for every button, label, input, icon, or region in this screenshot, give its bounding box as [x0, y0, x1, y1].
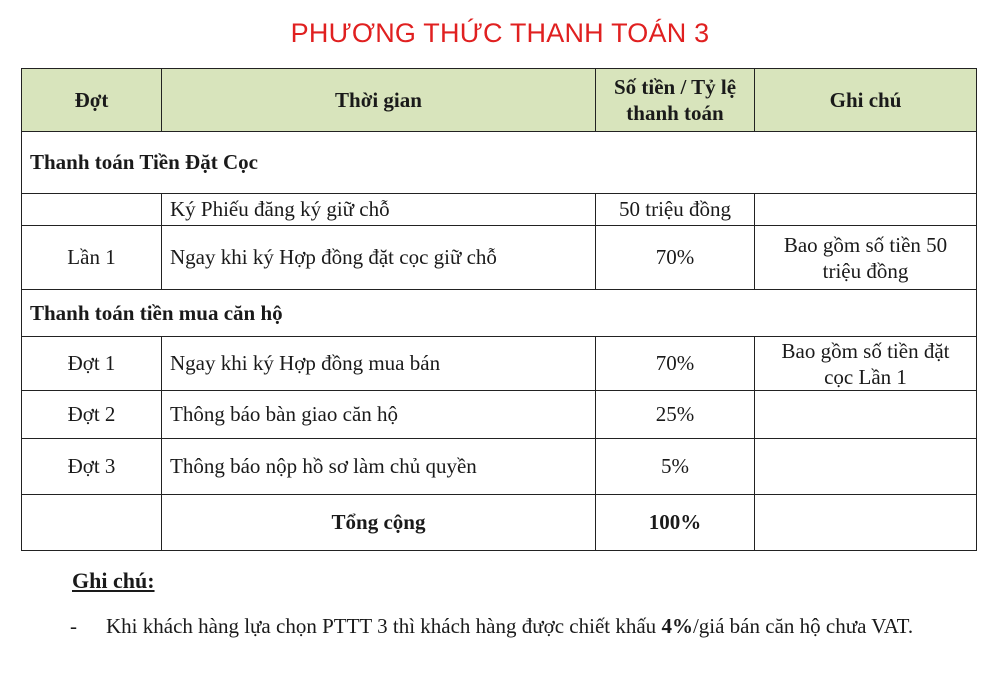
note-text-bold: 4% [661, 614, 693, 638]
table-header-row [22, 69, 977, 132]
note-dash: - [70, 614, 77, 638]
ghi-chu-line2: cọc Lần 1 [824, 364, 907, 389]
cell-dot: Đợt 3 [22, 439, 162, 495]
payment-schedule-table [21, 68, 977, 551]
cell-thoi-gian: Ký Phiếu đăng ký giữ chỗ [162, 194, 596, 226]
cell-thoi-gian: Ngay khi ký Hợp đồng đặt cọc giữ chỗ [162, 226, 596, 290]
cell-so-tien: 50 triệu đồng [596, 194, 755, 226]
table-row [22, 439, 977, 495]
note-text-before: Khi khách hàng lựa chọn PTTT 3 thì khách hàng được chiết khấu [106, 614, 662, 638]
header-so-tien-line1: Số tiền / Tỷ lệ [613, 75, 737, 99]
section-row-purchase [22, 290, 977, 337]
header-thoi-gian: Thời gian [162, 69, 596, 132]
notes-title: Ghi chú: [72, 568, 155, 593]
cell-ghi-chu [755, 226, 977, 290]
table-row [22, 194, 977, 226]
header-so-tien [596, 69, 755, 132]
cell-so-tien: 70% [596, 226, 755, 290]
total-value: 100% [596, 495, 755, 551]
cell-ghi-chu [755, 439, 977, 495]
cell-so-tien: 70% [596, 337, 755, 391]
cell-ghi-chu [755, 391, 977, 439]
header-ghi-chu: Ghi chú [755, 69, 977, 132]
section-title-deposit: Thanh toán Tiền Đặt Cọc [22, 132, 977, 194]
cell-thoi-gian: Ngay khi ký Hợp đồng mua bán [162, 337, 596, 391]
total-row [22, 495, 977, 551]
cell-dot: Đợt 1 [22, 337, 162, 391]
section-row-deposit [22, 132, 977, 194]
table-row [22, 337, 977, 391]
cell-empty [755, 495, 977, 551]
cell-dot [22, 194, 162, 226]
ghi-chu-line1: Bao gồm số tiền đặt [781, 338, 950, 363]
table-row [22, 226, 977, 290]
header-dot: Đợt [22, 69, 162, 132]
cell-dot: Đợt 2 [22, 391, 162, 439]
page-title: PHƯƠNG THỨC THANH TOÁN 3 [290, 18, 710, 48]
note-text-after: /giá bán căn hộ chưa VAT. [692, 614, 914, 638]
ghi-chu-line2: triệu đồng [822, 258, 909, 283]
cell-thoi-gian: Thông báo nộp hồ sơ làm chủ quyền [162, 439, 596, 495]
cell-so-tien: 25% [596, 391, 755, 439]
section-title-purchase: Thanh toán tiền mua căn hộ [22, 290, 977, 337]
cell-empty [22, 495, 162, 551]
total-label: Tổng cộng [162, 495, 596, 551]
header-so-tien-line2: thanh toán [626, 101, 724, 125]
note-text [106, 611, 960, 642]
cell-so-tien: 5% [596, 439, 755, 495]
cell-dot: Lần 1 [22, 226, 162, 290]
cell-thoi-gian: Thông báo bàn giao căn hộ [162, 391, 596, 439]
cell-ghi-chu [755, 194, 977, 226]
ghi-chu-line1: Bao gồm số tiền 50 [783, 232, 948, 257]
table-row [22, 391, 977, 439]
cell-ghi-chu [755, 337, 977, 391]
